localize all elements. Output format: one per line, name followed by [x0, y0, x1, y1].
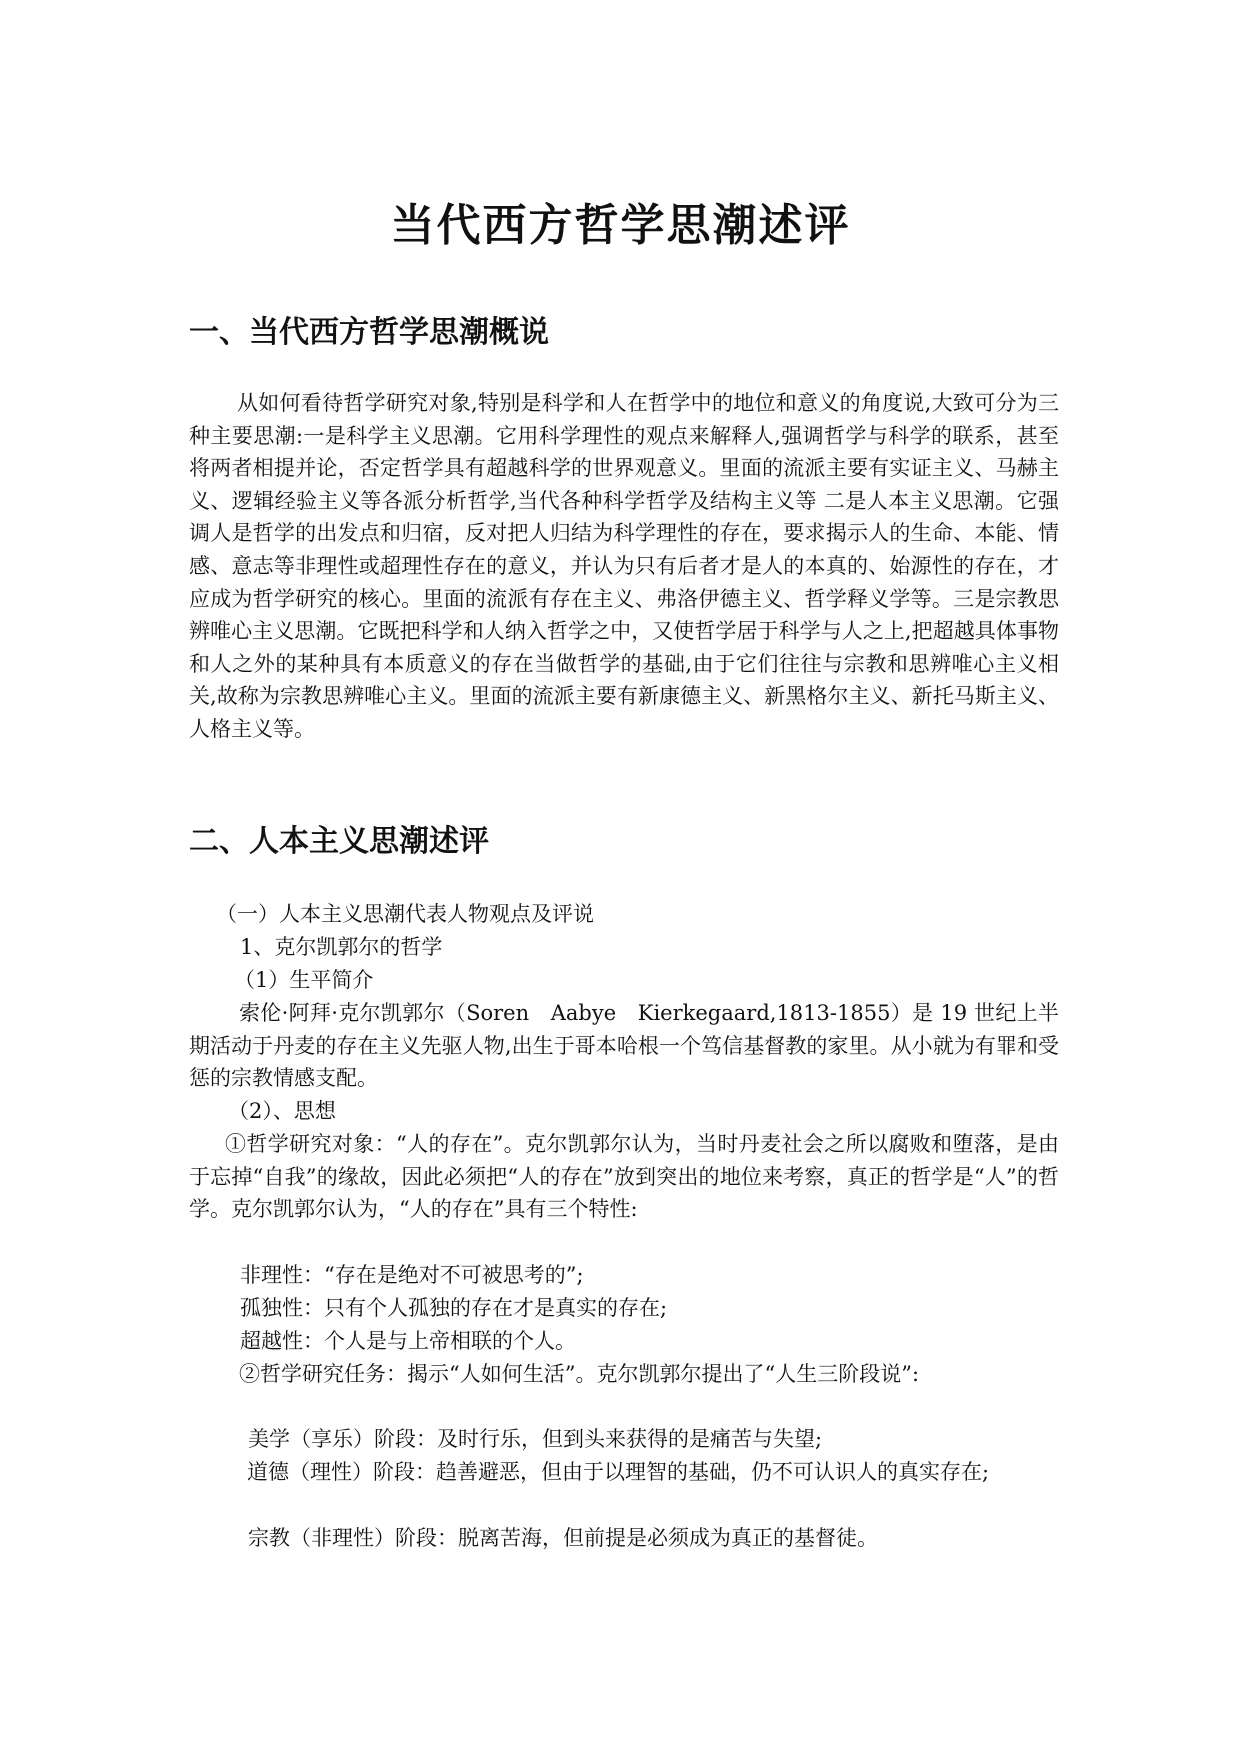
subheading-representatives: （一）人本主义思潮代表人物观点及评说	[216, 902, 594, 926]
trait-irrationality: 非理性：“存在是绝对不可被思考的”;	[240, 1263, 584, 1287]
subheading-kierkegaard: 1、克尔凯郭尔的哲学	[240, 935, 443, 959]
point-research-object: ①哲学研究对象：“人的存在”。克尔凯郭尔认为，当时丹麦社会之所以腐败和堕落，是由于忘掉“自我”的缘故，因此必须把“人的存在”放到突出的地位来考察，真正的哲学是“人”的哲学。克尔凯郭尔认为，“人的存在”具有三个特性:	[189, 1132, 1059, 1222]
subheading-biography: （1）生平简介	[234, 968, 374, 992]
document-title: 当代西方哲学思潮述评	[390, 200, 851, 251]
subheading-thought: （2）、思想	[228, 1099, 336, 1123]
stage-religious: 宗教（非理性）阶段：脱离苦海，但前提是必须成为真正的基督徒。	[248, 1526, 878, 1550]
trait-solitude: 孤独性：只有个人孤独的存在才是真实的存在;	[240, 1296, 668, 1320]
overview-paragraph: 从如何看待哲学研究对象,特别是科学和人在哲学中的地位和意义的角度说,大致可分为三种主要思潮:一是科学主义思潮。它用科学理性的观点来解释人,强调哲学与科学的联系，甚至将两者相提并论，否定哲学具有超越科学的世界观意义。里面的流派主要有实证主义、马赫主义、逻辑经验主义等各派分析哲学,当代各种科学哲学及结构主义等 二是人本主义思潮。它强调人是哲学的出发点和归宿，反对把人归结为科学理性的存在，要求揭示人的生命、本能、情感、意志等非理性或超理性存在的意义，并认为只有后者才是人的本真的、始源性的存在，才应成为哲学研究的核心。里面的流派有存在主义、弗洛伊德主义、哲学释义学等。三是宗教思辨唯心主义思潮。它既把科学和人纳入哲学之中，又使哲学居于科学与人之上,把超越具体事物和人之外的某种具有本质意义的存在当做哲学的基础,由于它们往往与宗教和思辨唯心主义相关,故称为宗教思辨唯心主义。里面的流派主要有新康德主义、新黑格尔主义、新托马斯主义、人格主义等。	[189, 391, 1059, 741]
trait-transcendence: 超越性：个人是与上帝相联的个人。	[240, 1329, 576, 1353]
biography-paragraph: 索伦·阿拜·克尔凯郭尔（Soren Aabye Kierkegaard,1813-1855）是 19 世纪上半期活动于丹麦的存在主义先驱人物,出生于哥本哈根一个笃信基督教的家里。从小就为有罪和受惩的宗教情感支配。	[189, 1001, 1059, 1091]
stage-aesthetic: 美学（享乐）阶段：及时行乐，但到头来获得的是痛苦与失望;	[248, 1427, 823, 1451]
section-heading-humanism: 二、人本主义思潮述评	[189, 824, 489, 859]
point-research-task: ②哲学研究任务：揭示“人如何生活”。克尔凯郭尔提出了“人生三阶段说”:	[239, 1362, 920, 1386]
section-heading-overview: 一、当代西方哲学思潮概说	[189, 315, 549, 350]
stage-ethical: 道德（理性）阶段：趋善避恶，但由于以理智的基础，仍不可认识人的真实存在;	[247, 1460, 990, 1484]
